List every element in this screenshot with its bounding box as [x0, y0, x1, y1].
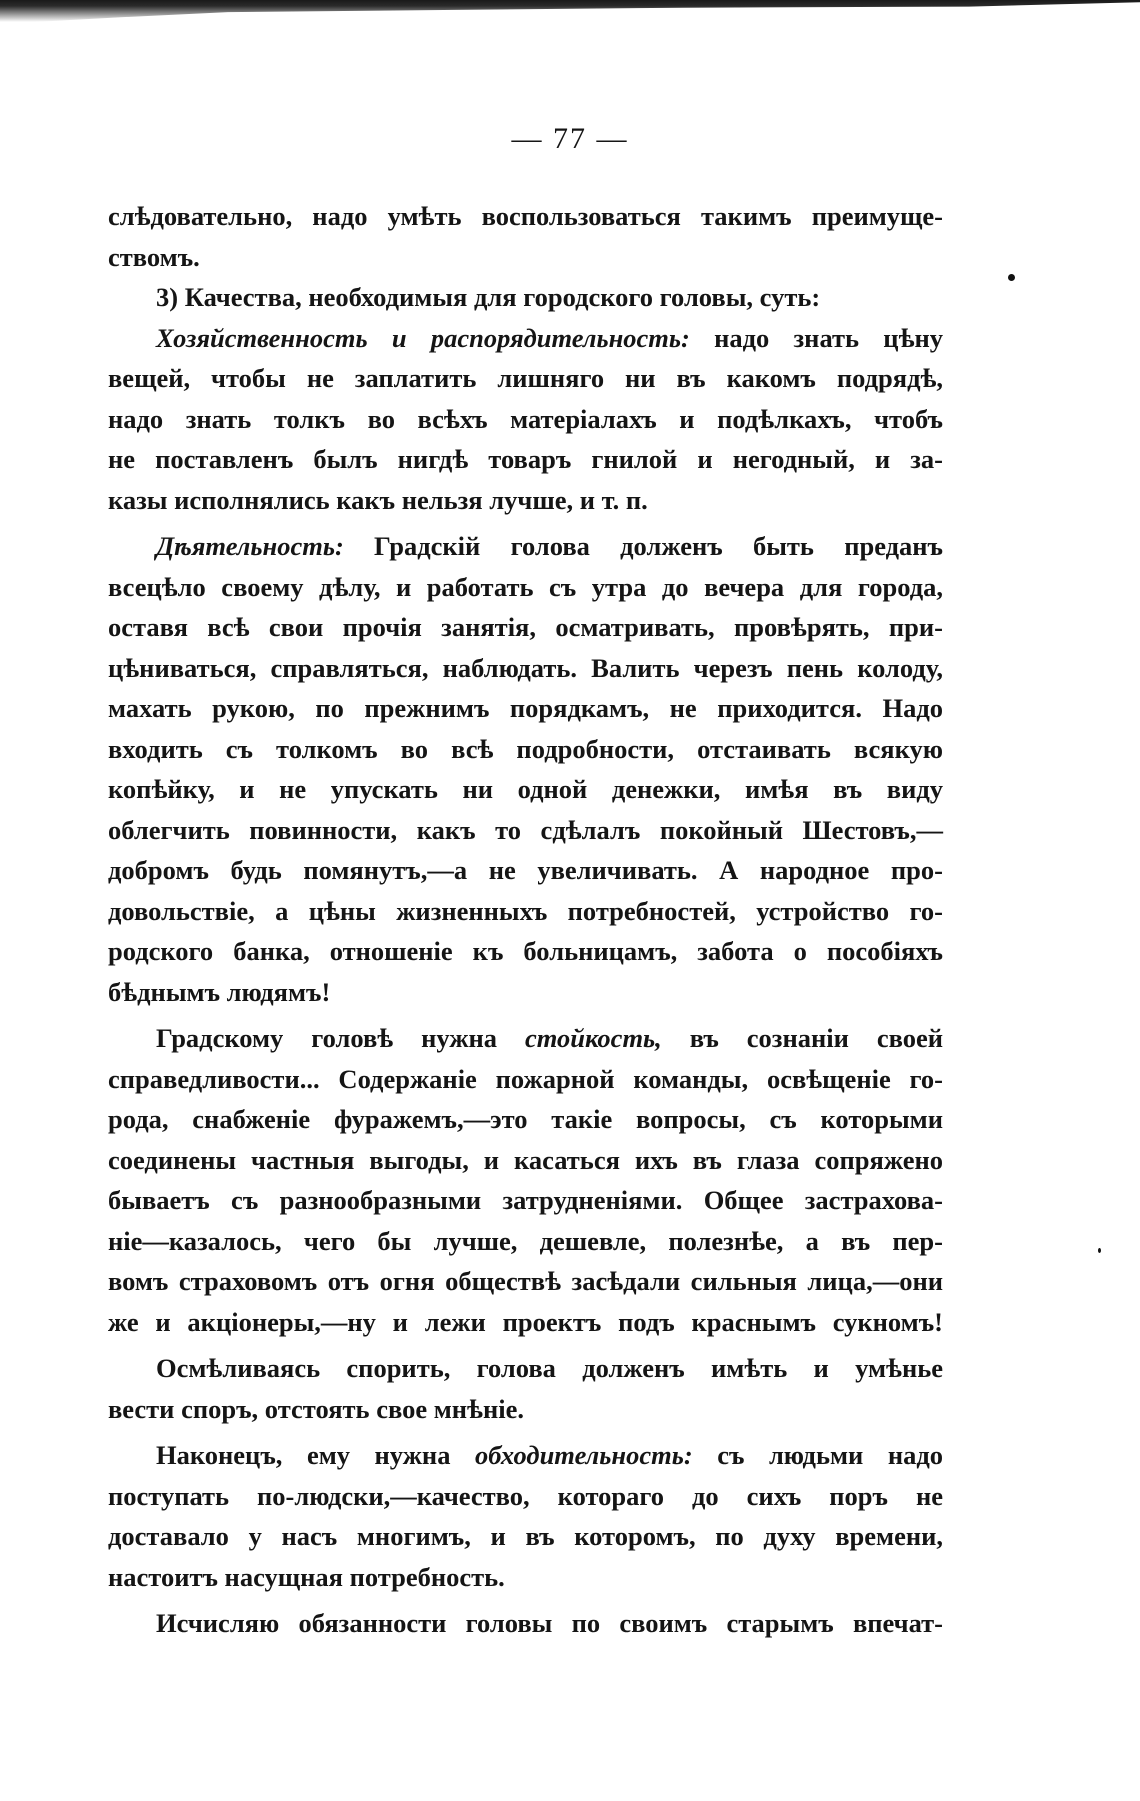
line-text: 3) Качества, необходимыя для городского головы, суть: [156, 282, 821, 312]
line-text: бѣднымъ людямъ! [108, 976, 331, 1007]
ink-speck [1098, 1248, 1101, 1253]
text-line [108, 891, 943, 932]
text-line [108, 1221, 943, 1262]
line-text: доставало у насъ многимъ, и въ которомъ, по духу времени, [108, 1521, 943, 1551]
text-line [108, 567, 943, 608]
line-text: махать рукою, по прежнимъ порядкамъ, не приходится. Надо [108, 693, 943, 723]
line-text: ствомъ. [108, 241, 200, 272]
text-line [108, 850, 943, 891]
text-line [108, 769, 943, 810]
text-line [108, 196, 943, 237]
text-line [108, 1389, 943, 1430]
line-text: слѣдовательно, надо умѣть воспользоваться такимъ преимуще- [108, 201, 943, 231]
line-text: Градскому головѣ нужна [156, 1023, 525, 1053]
line-text: всецѣло своему дѣлу, и работать съ утра до вечера для города, [108, 571, 943, 602]
line-text: Наконецъ, ему нужна [156, 1440, 475, 1470]
line-text: поступать по-людски,—качество, котораго до сихъ поръ не [108, 1480, 943, 1511]
text-line [108, 810, 943, 851]
text-line [108, 1302, 943, 1343]
text-line [108, 277, 943, 318]
text-line [108, 1435, 943, 1476]
line-text: казы исполнялись какъ нельзя лучше, и т. п. [108, 484, 648, 515]
text-line [108, 1140, 943, 1181]
text-line [108, 729, 943, 770]
text-line [108, 931, 943, 972]
line-text: рода, снабженіе фуражемъ,—это такіе вопросы, съ которыми [108, 1104, 943, 1134]
body-text [108, 196, 943, 1644]
line-text: бываетъ съ разнообразными затрудненіями. Общее застрахова- [108, 1185, 943, 1215]
line-text: оставя всѣ свои прочія занятія, осматривать, провѣрять, при- [108, 612, 943, 642]
text-line [108, 607, 943, 648]
line-text: въ сознаніи своей [661, 1023, 943, 1053]
text-line [108, 526, 943, 567]
text-line [108, 1180, 943, 1221]
line-text: добромъ будь помянутъ,—а не увеличивать. А народное про- [108, 855, 943, 885]
line-text: же и акціонеры,—ну и лежи проектъ подъ краснымъ сукномъ! [108, 1306, 943, 1337]
line-text: не поставленъ былъ нигдѣ товаръ гнилой и негодный, и за- [108, 444, 943, 474]
text-line [108, 237, 943, 278]
line-text: Исчисляю обязанности головы по своимъ старымъ впечат- [156, 1608, 943, 1638]
text-line [108, 1018, 943, 1059]
line-text: соединены частныя выгоды, и касаться ихъ въ глаза сопряжено [108, 1144, 943, 1175]
line-text: Осмѣливаясь спорить, голова долженъ имѣть и умѣнье [156, 1353, 943, 1383]
line-text: копѣйку, и не упускать ни одной денежки, имѣя въ виду [108, 774, 943, 804]
line-text: облегчить повинности, какъ то сдѣлалъ покойный Шестовъ,— [108, 814, 943, 845]
line-text: входить съ толкомъ во всѣ подробности, отстаивать всякую [108, 733, 943, 764]
text-line [108, 439, 943, 480]
text-line [108, 688, 943, 729]
line-text: родского банка, отношеніе къ больницамъ, забота о пособіяхъ [108, 936, 943, 966]
text-line [108, 1557, 943, 1598]
italic-term: Хозяйственность и распорядительность: [156, 322, 690, 353]
line-text: довольствіе, а цѣны жизненныхъ потребностей, устройство го- [108, 895, 943, 926]
line-text: вещей, чтобы не заплатить лишняго ни въ какомъ подрядѣ, [108, 363, 943, 393]
text-line [108, 1059, 943, 1100]
italic-term: обходительность: [474, 1440, 693, 1470]
line-text: вомъ страховомъ отъ огня обществѣ засѣдали сильныя лица,—они [108, 1266, 943, 1296]
text-line [108, 648, 943, 689]
text-line [108, 1099, 943, 1140]
line-text: надо знать цѣну [689, 322, 943, 353]
text-line [108, 1516, 943, 1557]
line-text: надо знать толкъ во всѣхъ матеріалахъ и подѣлкахъ, чтобъ [108, 403, 943, 434]
text-line [108, 399, 943, 440]
page-number: — 77 — [511, 122, 629, 155]
text-line [108, 480, 943, 521]
line-text: ніе—казалось, чего бы лучше, дешевле, полезнѣе, а въ пер- [108, 1225, 943, 1256]
text-line [108, 972, 943, 1013]
text-line [108, 1348, 943, 1389]
text-line [108, 1261, 943, 1302]
scan-top-edge [0, 0, 1140, 22]
italic-term: стойкость, [525, 1023, 662, 1053]
line-text: вести споръ, отстоять свое мнѣніе. [108, 1393, 524, 1424]
ink-speck [1008, 274, 1015, 281]
italic-term: Дѣятельность: [156, 531, 344, 561]
line-text: цѣниваться, справляться, наблюдать. Валить черезъ пень колоду, [108, 652, 943, 683]
line-text: съ людьми надо [692, 1440, 943, 1470]
text-line [108, 358, 943, 399]
line-text: справедливости... Содержаніе пожарной команды, освѣщеніе го- [108, 1063, 943, 1094]
text-line [108, 318, 943, 359]
line-text: Градскій голова долженъ быть преданъ [343, 531, 943, 561]
text-line [108, 1603, 943, 1644]
line-text: настоитъ насущная потребность. [108, 1561, 505, 1592]
text-line [108, 1476, 943, 1517]
